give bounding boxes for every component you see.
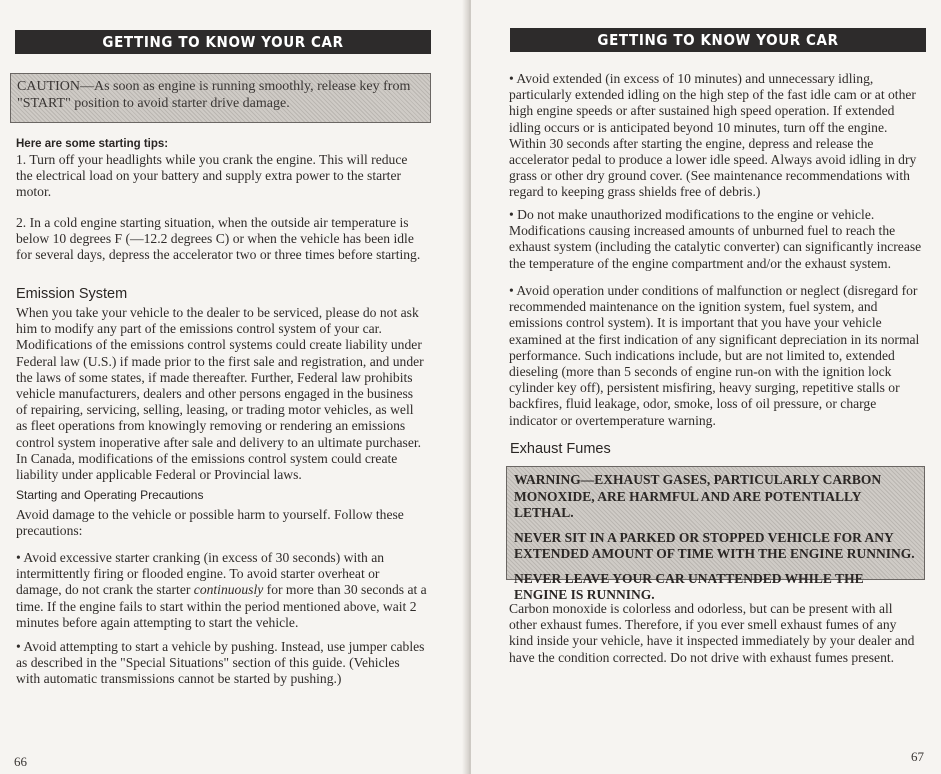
page-number-right: 67 [911, 749, 924, 764]
emission-body: When you take your vehicle to the dealer to be serviced, please do not ask him to modify any part of the emissions control system of your car. Modifications of the emissions control systems could create liability under Federal law (U.S.) if made prior to the first sale and registration, and under the laws of some states, if made thereafter. Further, Federal law prohibits vehicle manufacturers, dealers and other persons engaged in the business of repairing, servicing, selling, leasing, or trading motor vehicles, as well as fleet operations from knowingly removing or rendering an emissions control system inoperative after sale and delivery to an ultimate purchaser. In Canada, modifications of the emissions control system could create liability under applicable Federal or Provincial laws. [16, 305, 424, 483]
section-banner-left [15, 30, 431, 54]
precautions-heading: Starting and Operating Precautions [16, 488, 204, 502]
tip-2: 2. In a cold engine starting situation, when the outside air temperature is below 10 degrees F (—12.2 degrees C) or when the vehicle has been idle for several days, depress the accelerator two or three times before starting. [16, 215, 421, 263]
warning-line-1: WARNING—EXHAUST GASES, PARTICULARLY CARBON MONOXIDE, ARE HARMFUL AND ARE POTENTIALLY LETHAL. [514, 472, 882, 520]
precaution-bullet-1 [16, 550, 427, 631]
bullet-modifications: • Do not make unauthorized modifications to the engine or vehicle. Modifications causing increased amounts of unburned fuel to reach the exhaust system (including the catalytic converter) can significantly increase the temperature of the engine compartment and/or the exhaust system. [509, 207, 922, 271]
exhaust-warning-box [506, 466, 925, 602]
bullet-1-text-b: for more than 30 seconds at a time. If the engine fails to start within the period mentioned above, wait 2 minutes before again attempting to start the vehicle. [16, 582, 427, 630]
caution-box [10, 73, 431, 123]
right-page [471, 0, 941, 774]
left-page [0, 0, 468, 774]
banner-title: GETTING TO KNOW YOUR CAR [102, 33, 344, 51]
page-number-left: 66 [14, 754, 27, 769]
bullet-1-emphasis: continuously [193, 582, 264, 598]
bullet-idling: • Avoid extended (in excess of 10 minutes) and unnecessary idling, particularly extended idling on the high step of the fast idle cam or at other high engine speeds or after sustained high speed operation. If extended idling occurs or is anticipated beyond 10 minutes, turn off the engine. Within 30 seconds after starting the engine, depress and release the accelerator pedal to produce a lower idle speed. Always avoid idling in dry grass or other dry ground cover. (See maintenance recommendations with regard to keeping grass shields free of debris.) [509, 71, 917, 200]
bullet-1-text-a: • Avoid excessive starter cranking (in excess of 30 seconds) with an intermittently firing or flooded engine. To avoid starter overheat or damage, do not crank the starter [16, 550, 385, 598]
precautions-intro: Avoid damage to the vehicle or possible harm to yourself. Follow these precautions: [16, 507, 404, 539]
bullet-malfunction: • Avoid operation under conditions of malfunction or neglect (disregard for recommended maintenance on the ignition system, fuel system, and emissions control system). It is important that you have your vehicle examined at the first indication of any significant depreciation in its normal performance. Such indications include, but are not limited to, extended dieseling (more than 5 seconds of engine run-on with the ignition lock cylinder key off), persistent misfiring, heavy surging, repetitive stalls or backfires, fluid leakage, odor, smoke, loss of oil pressure, or charge indicator or overtemperature warning. [509, 283, 920, 428]
warning-line-2: NEVER SIT IN A PARKED OR STOPPED VEHICLE FOR ANY EXTENDED AMOUNT OF TIME WITH THE ENGINE RUNNING. [514, 529, 915, 561]
precaution-bullet-2: • Avoid attempting to start a vehicle by pushing. Instead, use jumper cables as described in the "Special Situations" section of this guide. (Vehicles with automatic transmissions cannot be started by pushing.) [16, 639, 425, 687]
banner-title: GETTING TO KNOW YOUR CAR [597, 31, 839, 49]
caution-text: CAUTION—As soon as engine is running smoothly, release key from "START" position to avoid starter drive damage. [17, 79, 411, 111]
carbon-monoxide-text: Carbon monoxide is colorless and odorless, but can be present with all other exhaust fumes. Therefore, if you ever smell exhaust fumes of any kind inside your vehicle, have it inspected immediately by your dealer and have the condition corrected. Do not drive with exhaust fumes present. [509, 601, 915, 665]
tips-heading: Here are some starting tips: [16, 138, 169, 150]
tip-1: 1. Turn off your headlights while you crank the engine. This will reduce the electrical load on your battery and supply extra power to the starter motor. [16, 152, 408, 200]
emission-heading: Emission System [16, 286, 128, 302]
warning-line-3: NEVER LEAVE YOUR CAR UNATTENDED WHILE THE ENGINE IS RUNNING. [514, 570, 864, 602]
section-banner-right [510, 28, 926, 52]
exhaust-heading: Exhaust Fumes [510, 441, 611, 457]
